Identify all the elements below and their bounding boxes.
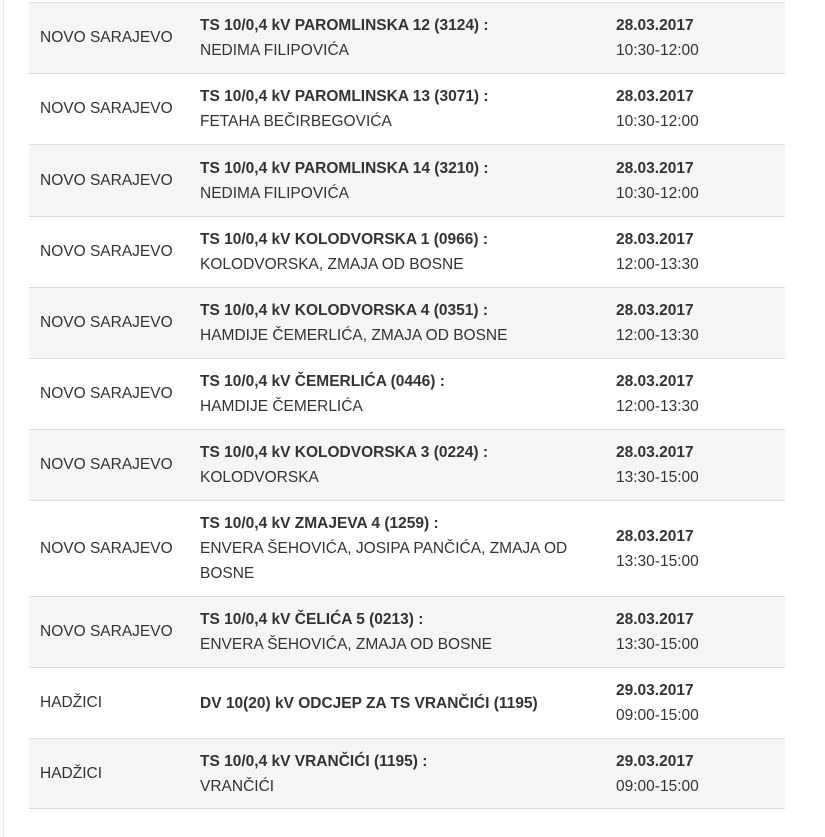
schedule-cell — [616, 749, 785, 799]
outage-date: 29.03.2017 — [616, 752, 694, 770]
affected-streets: ENVERA ŠEHOVIĆA, ZMAJA OD BOSNE — [200, 636, 492, 653]
affected-streets: FETAHA BEČIRBEGOVIĆA — [200, 113, 392, 130]
table-row — [29, 501, 785, 597]
substation-name: TS 10/0,4 kV PAROMLINSKA 14 (3210) : — [200, 159, 489, 177]
substation-name: TS 10/0,4 kV KOLODVORSKA 3 (0224) : — [200, 444, 488, 461]
substation-name: TS 10/0,4 kV ZMAJEVA 4 (1259) : — [200, 515, 439, 532]
table-row — [29, 3, 785, 74]
affected-streets: KOLODVORSKA — [200, 469, 319, 486]
outage-hours: 10:30-12:00 — [616, 113, 699, 130]
outage-date: 29.03.2017 — [616, 682, 694, 699]
schedule-cell — [616, 678, 785, 728]
substation-cell — [200, 227, 616, 277]
table-row — [29, 288, 785, 359]
substation-cell — [200, 298, 616, 348]
municipality-cell: NOVO SARAJEVO — [40, 623, 173, 640]
table-row — [29, 217, 785, 288]
outage-date: 28.03.2017 — [616, 159, 694, 177]
substation-name: TS 10/0,4 kV KOLODVORSKA 1 (0966) : — [200, 231, 488, 248]
substation-cell — [200, 156, 616, 206]
affected-streets: NEDIMA FILIPOVIĆA — [200, 184, 350, 202]
affected-streets: HAMDIJE ČEMERLIĆA, ZMAJA OD BOSNE — [200, 327, 508, 344]
table-row — [29, 145, 785, 217]
municipality-cell: NOVO SARAJEVO — [40, 456, 173, 473]
outage-date: 28.03.2017 — [616, 611, 694, 628]
outage-date: 28.03.2017 — [616, 373, 694, 390]
substation-cell — [200, 511, 616, 586]
municipality-cell: NOVO SARAJEVO — [40, 29, 173, 46]
table-row — [29, 668, 785, 739]
schedule-cell — [616, 156, 785, 206]
outage-hours: 09:00-15:00 — [616, 777, 699, 795]
affected-streets: NEDIMA FILIPOVIĆA — [200, 42, 350, 59]
affected-streets: VRANČIĆI — [200, 777, 275, 795]
substation-name: TS 10/0,4 kV VRANČIĆI (1195) : — [200, 752, 428, 770]
municipality-cell: NOVO SARAJEVO — [40, 171, 173, 189]
outage-date: 28.03.2017 — [616, 444, 694, 461]
outage-date: 28.03.2017 — [616, 17, 694, 34]
outage-hours: 12:00-13:30 — [616, 256, 699, 273]
substation-name: TS 10/0,4 kV KOLODVORSKA 4 (0351) : — [200, 302, 488, 319]
outage-date: 28.03.2017 — [616, 88, 694, 105]
substation-cell — [200, 84, 616, 134]
affected-streets: HAMDIJE ČEMERLIĆA — [200, 398, 363, 415]
schedule-cell — [616, 440, 785, 490]
outage-hours: 09:00-15:00 — [616, 707, 699, 724]
schedule-cell — [616, 524, 785, 574]
substation-name: DV 10(20) kV ODCJEP ZA TS VRANČIĆI (1195) — [200, 694, 538, 712]
table-row — [29, 739, 785, 809]
substation-name: TS 10/0,4 kV PAROMLINSKA 12 (3124) : — [200, 17, 489, 34]
schedule-cell — [616, 84, 785, 134]
municipality-cell: HADŽICI — [40, 694, 102, 711]
substation-cell — [200, 369, 616, 419]
outage-date: 28.03.2017 — [616, 302, 694, 319]
outage-hours: 13:30-15:00 — [616, 469, 699, 486]
outage-schedule-table — [29, 2, 785, 809]
schedule-cell — [616, 13, 785, 63]
schedule-cell — [616, 227, 785, 277]
schedule-cell — [616, 369, 785, 419]
affected-streets: ENVERA ŠEHOVIĆA, JOSIPA PANČIĆA, ZMAJA OD BOSNE — [200, 540, 568, 582]
municipality-cell: NOVO SARAJEVO — [40, 100, 173, 117]
table-row — [29, 597, 785, 668]
substation-cell — [200, 440, 616, 490]
municipality-cell: NOVO SARAJEVO — [40, 243, 173, 260]
outage-hours: 12:00-13:30 — [616, 398, 699, 415]
outage-hours: 13:30-15:00 — [616, 636, 699, 653]
substation-cell — [200, 13, 616, 63]
substation-cell — [200, 607, 616, 657]
outage-date: 28.03.2017 — [616, 527, 694, 545]
substation-name: TS 10/0,4 kV PAROMLINSKA 13 (3071) : — [200, 88, 489, 105]
municipality-cell: HADŽICI — [40, 764, 102, 782]
page-left-border — [3, 0, 4, 837]
table-row — [29, 74, 785, 145]
substation-name: TS 10/0,4 kV ČELIĆA 5 (0213) : — [200, 611, 424, 628]
municipality-cell: NOVO SARAJEVO — [40, 314, 173, 331]
outage-date: 28.03.2017 — [616, 231, 694, 248]
substation-name: TS 10/0,4 kV ČEMERLIĆA (0446) : — [200, 373, 445, 390]
substation-cell — [200, 749, 616, 799]
outage-hours: 13:30-15:00 — [616, 552, 699, 570]
outage-hours: 10:30-12:00 — [616, 42, 699, 59]
schedule-cell — [616, 607, 785, 657]
outage-hours: 10:30-12:00 — [616, 184, 699, 202]
substation-cell — [200, 691, 616, 716]
table-row — [29, 430, 785, 501]
table-row — [29, 359, 785, 430]
municipality-cell: NOVO SARAJEVO — [40, 385, 173, 402]
outage-hours: 12:00-13:30 — [616, 327, 699, 344]
schedule-cell — [616, 298, 785, 348]
affected-streets: KOLODVORSKA, ZMAJA OD BOSNE — [200, 256, 464, 273]
municipality-cell: NOVO SARAJEVO — [40, 539, 173, 557]
